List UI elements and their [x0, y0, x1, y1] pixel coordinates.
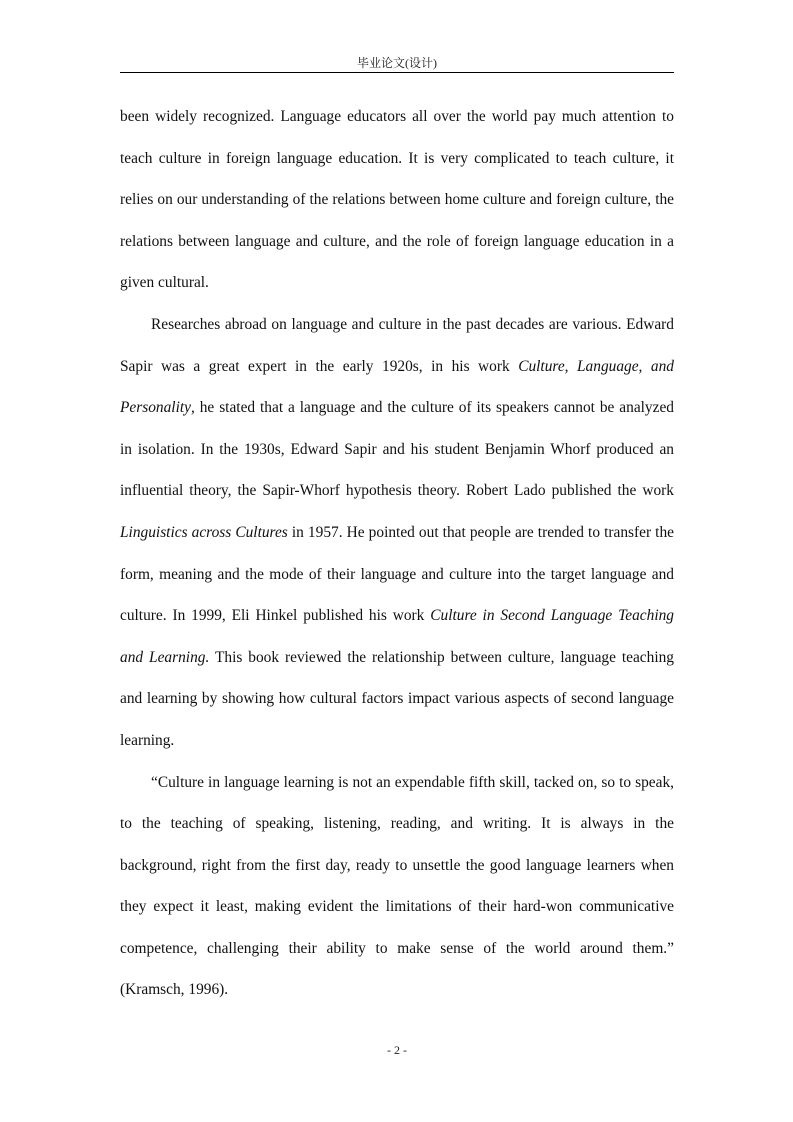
paragraph-text: in 1957. He pointed out that people are trended to transfer the form, meaning and the mode of their language and culture into the target language and culture. In 1999, Eli Hinkel published his work [120, 523, 674, 625]
book-title: Culture in Second Language Teaching and Learning. [120, 607, 674, 666]
running-header: 毕业论文(设计) [357, 56, 437, 70]
paragraph-kramsch-quote: “Culture in language learning is not an expendable fifth skill, tacked on, so to speak, to the teaching of speaking, listening, reading, and writing. It is always in the background, right from the first day, ready to unsettle the good language learners when they expect it least, making evident the limitations of their hard-won communicative competence, challenging their ability to make sense of the world around them.” (Kramsch, 1996). [120, 773, 674, 999]
header-rule [120, 72, 674, 73]
paragraph-text: Researches abroad on language and culture in the past decades are various. Edward Sapir was a great expert in the early 1920s, in his work [120, 315, 674, 375]
body-text [120, 96, 674, 1011]
book-title: Culture, Language, and Personality [120, 357, 674, 417]
book-title: Linguistics across Cultures [120, 523, 288, 541]
paragraph-text: , he stated that a language and the culture of its speakers cannot be analyzed in isolation. In the 1930s, Edward Sapir and his student Benjamin Whorf produced an influential theory, the Sapir-Whorf hypothesis theory. Robert Lado published the work [120, 399, 674, 500]
page-number: - 2 - [387, 1043, 407, 1057]
paragraph-research-abroad [120, 304, 674, 762]
paragraph-continuation: been widely recognized. Language educators all over the world pay much attention to teach culture in foreign language education. It is very complicated to teach culture, it relies on our understanding of the relations between home culture and foreign culture, the relations between language and culture, and the role of foreign language education in a given cultural. [120, 108, 674, 292]
paragraph-text: This book reviewed the relationship between culture, language teaching and learning by showing how cultural factors impact various aspects of second language learning. [120, 648, 674, 749]
